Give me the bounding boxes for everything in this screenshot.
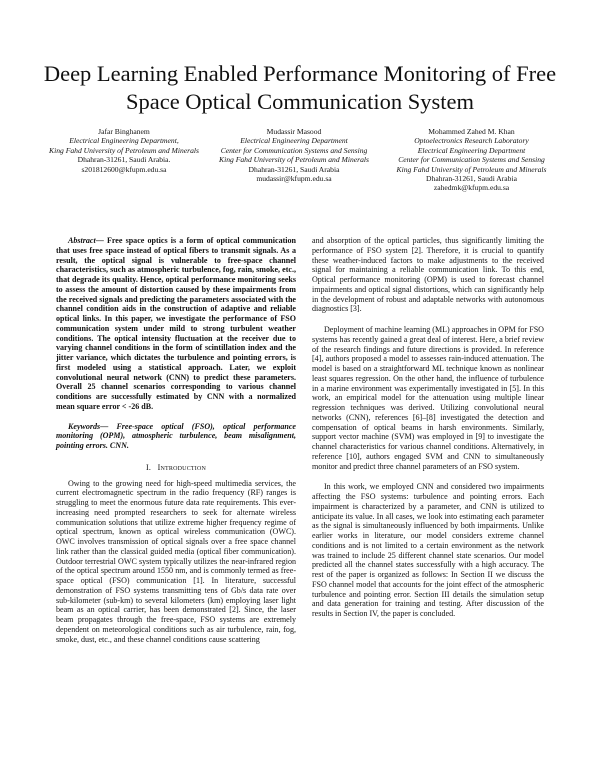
author-affiliation: King Fahd University of Petroleum and Minerals (396, 164, 547, 174)
intro-paragraph-1-continued: and absorption of the optical particles, thus significantly limiting the performance of FSO system [2]. Therefore, it is crucial to quantify these weather-induced factors to make adjustments to the received signal for maintaining a reliable communication link. To this end, Optical performance monitoring (OPM) is used to forecast channel impairments and optical signal distortions, which can significantly help in the development of robust and adaptable networks with autonomous diagnostics [3]. (312, 236, 544, 314)
abstract-text: Free space optics is a form of optical communication that uses free space instead of optical fibers to transmit signals. As a result, the optical signal is vulnerable to free-space channel characteristics, such as atmospheric turbulence, fog, rain, smoke, etc., that degrade its quality. Hence, optical performance monitoring seeks to assess the amount of distortion caused by these impairments from the received signals and predicting the parameters associated with the channel condition aids in the construction of adaptive and reliable optical links. In this paper, we investigate the performance of FSO communication system under mild to strong turbulent weather conditions. The optical intensity fluctuation at the receiver due to varying channel conditions in the form of scintillation index and the jitter variance, which dictates the turbulence and pointing errors, is first modeled using a statistical approach. Later, we exploit convolutional neural network (CNN) to predict these parameters. Overall 25 channel scenarios corresponding to various channel conditions are successfully estimated by CNN with a normalized mean square error < -26 dB. (56, 236, 297, 411)
author-affiliation: Center for Communication Systems and Sensing (398, 155, 545, 165)
author-affiliation: King Fahd University of Petroleum and Minerals (49, 145, 199, 155)
author-affiliation: Electrical Engineering Department (240, 136, 348, 146)
abstract-label: Abstract (68, 236, 96, 245)
author-block (44, 127, 556, 217)
abstract (56, 236, 296, 412)
author-affiliation: Electrical Engineering Department, (69, 136, 179, 146)
author-name: Jafar Binghanem (98, 127, 150, 136)
author-affiliation: Electrical Engineering Department (417, 145, 526, 155)
intro-paragraph-2: Deployment of machine learning (ML) approaches in OPM for FSO systems has recently gained a great deal of interest. Here, a brief review of the research findings and future directions is provided. In reference [4], authors proposed a model to assesses rain-induced attenuation. The model is based on a straightforward ML technique known as nonlinear least squares regression. On the other hand, the influence of turbulence in a marine environment was experimentally investigated in [5]. In this work, an empirical model for the attenuation using multiple linear regression techniques was derived. Utilizing convolutional neural networks (CNN), references [6]–[8] investigated the detection and compensation of optical beams in harsh environments. Similarly, support vector machine (SVM) was employed in [9] to investigate the channel characteristics for various channel conditions. Alternatively, in reference [10], authors engaged SVM and CNN to simultaneously monitor and predict three channel parameters of an FSO system. (312, 325, 544, 471)
left-column (56, 236, 296, 644)
author-location: Dhahran-31261, Saudi Arabia (248, 164, 340, 174)
author-affiliation: King Fahd University of Petroleum and Minerals (219, 155, 369, 165)
author-1 (44, 127, 204, 174)
keywords-text: Free-space optical (FSO), optical performance monitoring (OPM), atmospheric turbulence, beam misalignment, pointing errors. CNN. (56, 421, 296, 450)
intro-paragraph-3: In this work, we employed CNN and considered two impairments affecting the FSO systems: turbulence and pointing errors. Each impairment is characterized by a parameter, and CNN is utilized to anticipate its value. In all cases, we look into estimating each parameter as the signal is simultaneously influenced by both impairments. Unlike earlier works in literature, our model considers extreme channel conditions and is not limited to a certain environment as the network was trained to include 25 different channel state scenarios. Our model predicted all the channel states successfully with a high accuracy. The rest of the paper is organized as follows: In Section II we discuss the FSO channel model that accounts for the joint effect of the atmospheric turbulence and pointing error. Section III details the simulation setup and data generation for training and testing. After discussion of the results in Section IV, the paper is concluded. (312, 482, 544, 618)
author-location: Dhahran-31261, Saudi Arabia. (77, 155, 171, 165)
section-number: I. (145, 462, 152, 472)
author-email: zahedmk@kfupm.edu.sa (433, 183, 510, 193)
right-column (312, 236, 544, 619)
intro-paragraph-1: Owing to the growing need for high-speed multimedia services, the current electromagnetic spectrum in the radio frequency (RF) ranges is struggling to meet the enormous future data rate requirements. This ever-increasing need prompted researchers to seek for alternate wireless communication solutions that utilize extreme higher frequency regime of optical spectrum, known as optical wireless communication (OWC). OWC involves transmission of optical signals over a free space channel link rather than the classical guided media (optical fiber communication). Outdoor terrestrial OWC system typically utilizes the near-infrared region of the optical spectrum around 1550 nm, and is commonly termed as free-space optical (FSO) communication [1]. In literature, successful demonstration of FSO systems transmitting tens of Gb/s data rate over sub-kilometer (sub-km) to several kilometers (km) employing laser light beam as an optical carrier, has been demonstrated [2]. Since, the laser beam propagates through the free-space, FSO systems are extremely dependent on meteorological conditions such as air turbulence, rain, fog, smoke, dust, etc., and these channel conditions cause scattering (56, 478, 296, 644)
abstract-separator: — (95, 236, 107, 245)
author-name: Mudassir Masood (266, 127, 322, 136)
keywords (56, 422, 296, 451)
keywords-separator: — (100, 421, 117, 431)
author-3 (384, 127, 559, 193)
author-2 (214, 127, 374, 183)
section-title: Introduction (157, 462, 207, 472)
author-affiliation: Center for Communication Systems and Sensing (220, 145, 368, 155)
author-name: Mohammed Zahed M. Khan (428, 127, 515, 136)
author-affiliation: Optoelectronics Research Laboratory (414, 136, 529, 146)
section-heading (56, 463, 296, 473)
author-location: Dhahran-31261, Saudi Arabia (426, 174, 517, 184)
keywords-label: Keywords (68, 421, 101, 431)
paper-title: Deep Learning Enabled Performance Monitoring of Free Space Optical Communication System (43, 61, 557, 114)
author-email: s201812600@kfupm.edu.sa (81, 164, 167, 174)
author-email: mudassir@kfupm.edu.sa (256, 174, 332, 184)
